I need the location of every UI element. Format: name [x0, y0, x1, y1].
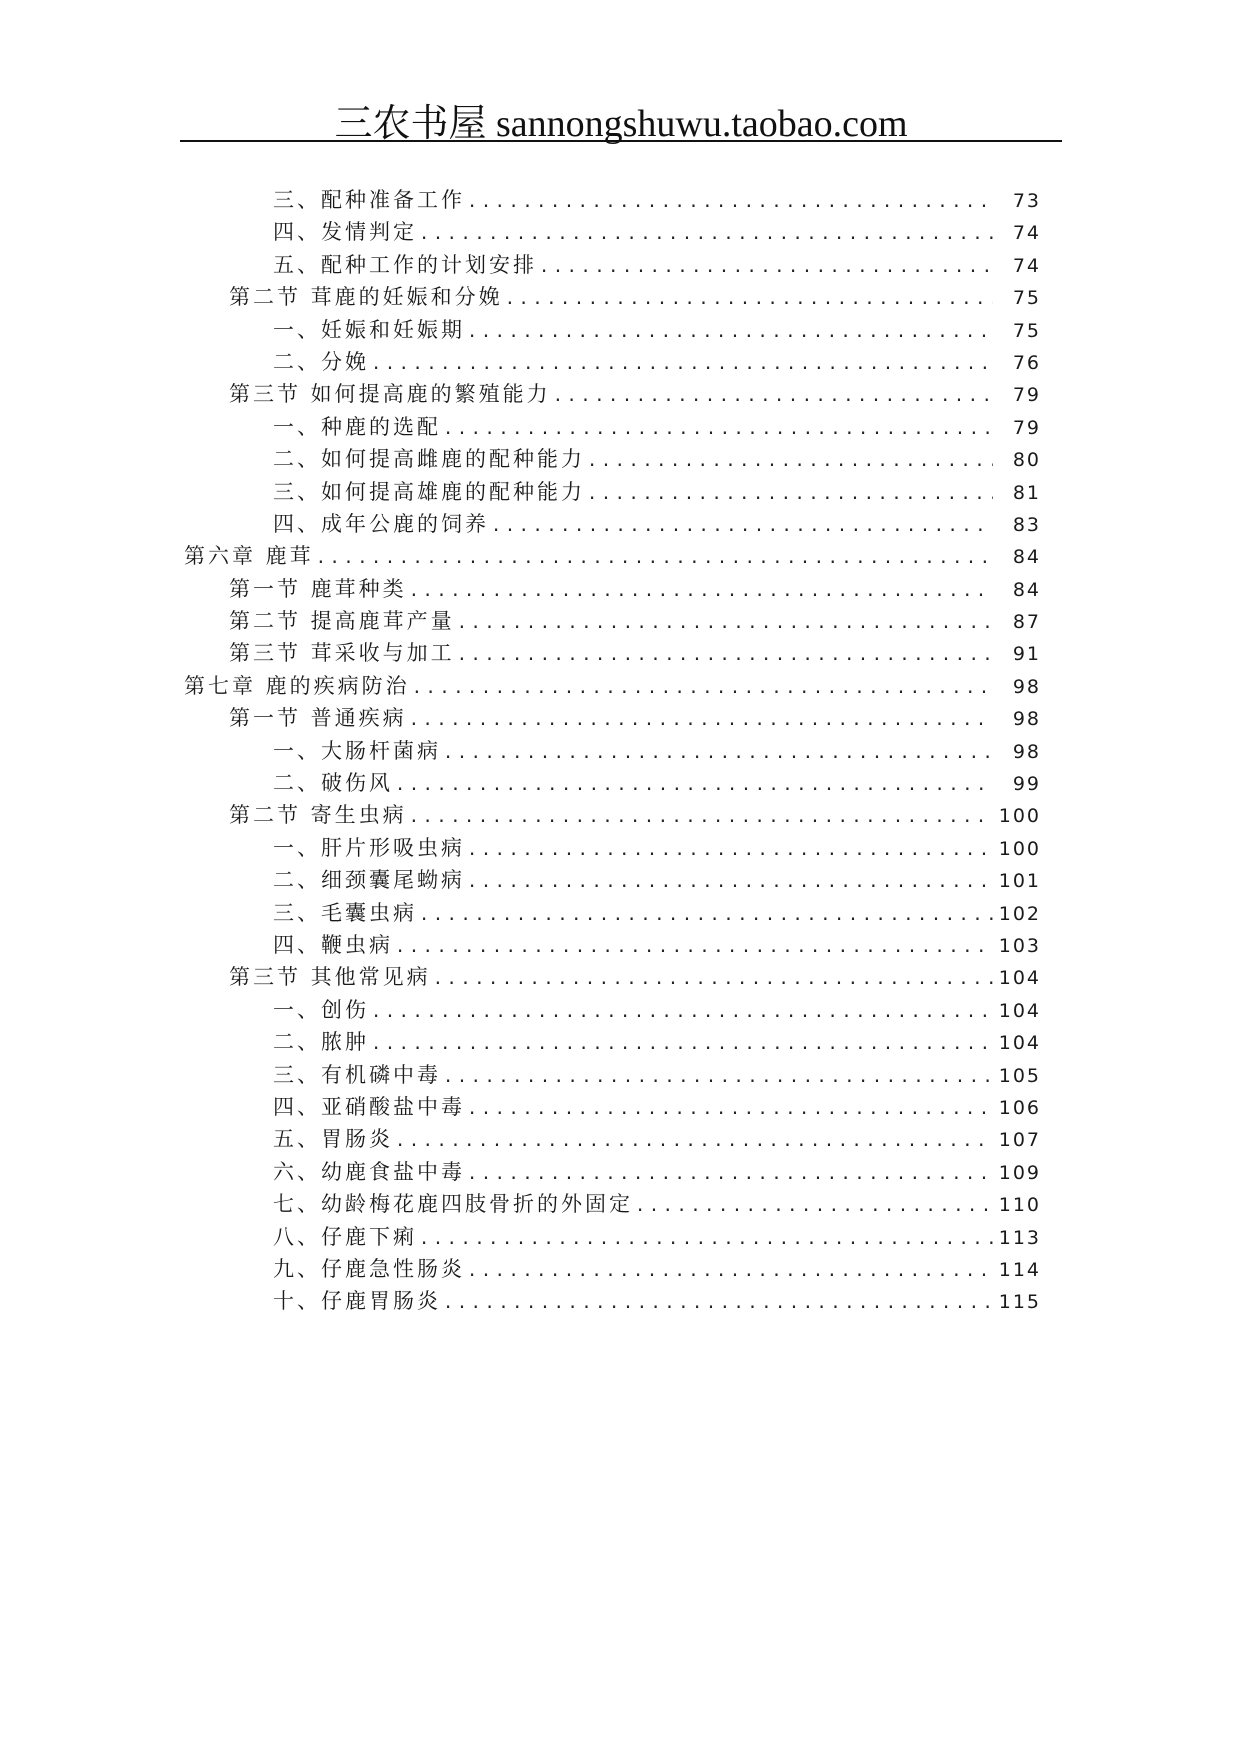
toc-section-entry — [229, 702, 1241, 734]
toc-entry-page-number: 76 — [1012, 351, 1041, 374]
toc-entry-label: 第三节 茸采收与加工 — [229, 641, 455, 666]
toc-entry-label: 一、创伤 — [273, 997, 369, 1022]
toc-entry-label: 一、大肠杆菌病 — [273, 738, 441, 763]
toc-subsection-entry — [273, 1188, 1241, 1220]
toc-entry-label: 二、如何提高雌鹿的配种能力 — [273, 447, 585, 472]
toc-subsection-entry — [273, 1156, 1241, 1188]
dot-leader — [443, 1293, 993, 1313]
toc-entry-page-number: 105 — [998, 1064, 1041, 1087]
toc-subsection-entry — [273, 994, 1241, 1026]
toc-subsection-entry — [273, 346, 1241, 378]
dot-leader — [539, 257, 993, 277]
toc-entry-label: 一、肝片形吸虫病 — [273, 835, 465, 860]
toc-entry-label: 第一节 鹿茸种类 — [229, 576, 407, 601]
toc-entry-page-number: 98 — [1012, 675, 1041, 698]
toc-entry-page-number: 91 — [1012, 643, 1041, 666]
toc-entry-page-number: 75 — [1012, 287, 1041, 310]
toc-entry-label: 五、配种工作的计划安排 — [273, 252, 537, 277]
toc-entry-label: 五、胃肠炎 — [273, 1127, 393, 1152]
toc-subsection-entry — [273, 735, 1241, 767]
toc-subsection-entry — [273, 314, 1241, 346]
toc-subsection-entry — [273, 249, 1241, 281]
toc-entry-page-number: 75 — [1012, 319, 1041, 342]
toc-subsection-entry — [273, 832, 1241, 864]
dot-leader — [467, 322, 993, 342]
toc-section-entry — [229, 605, 1241, 637]
toc-subsection-entry — [273, 897, 1241, 929]
dot-leader — [467, 192, 993, 212]
toc-section-entry — [229, 281, 1241, 313]
toc-chapter-entry — [184, 670, 1241, 702]
dot-leader — [467, 1099, 993, 1119]
toc-subsection-entry — [273, 508, 1241, 540]
toc-entry-label: 三、配种准备工作 — [273, 188, 465, 212]
toc-entry-page-number: 114 — [998, 1258, 1041, 1281]
toc-entry-page-number: 104 — [998, 967, 1041, 990]
toc-entry-page-number: 115 — [998, 1291, 1041, 1314]
toc-entry-label: 第三节 其他常见病 — [229, 965, 431, 990]
dot-leader — [553, 386, 993, 406]
toc-section-entry — [229, 637, 1241, 669]
toc-entry-label: 三、如何提高雄鹿的配种能力 — [273, 479, 585, 504]
dot-leader — [419, 1229, 993, 1249]
toc-entry-label: 第一节 普通疾病 — [229, 706, 407, 731]
dot-leader — [587, 484, 993, 504]
toc-subsection-entry — [273, 1285, 1241, 1317]
toc-chapter-entry — [184, 540, 1241, 572]
toc-entry-page-number: 104 — [998, 1032, 1041, 1055]
dot-leader — [443, 1067, 993, 1087]
toc-entry-page-number: 79 — [1012, 416, 1041, 439]
toc-entry-label: 一、种鹿的选配 — [273, 414, 441, 439]
toc-subsection-entry — [273, 864, 1241, 896]
toc-entry-label: 第六章 鹿茸 — [184, 544, 314, 569]
toc-entry-page-number: 106 — [998, 1096, 1041, 1119]
toc-entry-page-number: 109 — [998, 1161, 1041, 1184]
dot-leader — [409, 581, 993, 601]
dot-leader — [371, 354, 993, 374]
toc-entry-page-number: 83 — [1012, 513, 1041, 536]
toc-entry-label: 十、仔鹿胃肠炎 — [273, 1289, 441, 1314]
toc-entry-label: 六、幼鹿食盐中毒 — [273, 1159, 465, 1184]
dot-leader — [443, 419, 993, 439]
toc-entry-page-number: 73 — [1012, 190, 1041, 212]
toc-subsection-entry — [273, 1253, 1241, 1285]
toc-entry-label: 二、细颈囊尾蚴病 — [273, 868, 465, 893]
dot-leader — [635, 1196, 993, 1216]
toc-subsection-entry — [273, 411, 1241, 443]
toc-entry-page-number: 104 — [998, 999, 1041, 1022]
toc-entry-page-number: 98 — [1012, 708, 1041, 731]
toc-entry-label: 四、鞭虫病 — [273, 932, 393, 957]
toc-entry-page-number: 80 — [1012, 449, 1041, 472]
dot-leader — [371, 1002, 993, 1022]
dot-leader — [467, 840, 993, 860]
toc-entry-label: 二、破伤风 — [273, 771, 393, 796]
toc-entry-page-number: 79 — [1012, 384, 1041, 407]
dot-leader — [457, 645, 993, 665]
toc-entry-label: 二、脓肿 — [273, 1030, 369, 1055]
toc-entry-page-number: 110 — [998, 1194, 1041, 1217]
header-rule — [180, 140, 1062, 142]
toc-entry-label: 七、幼龄梅花鹿四肢骨折的外固定 — [273, 1192, 633, 1217]
dot-leader — [395, 775, 993, 795]
toc-entry-page-number: 84 — [1012, 578, 1041, 601]
toc-entry-page-number: 107 — [998, 1129, 1041, 1152]
toc-entry-label: 第二节 提高鹿茸产量 — [229, 609, 455, 634]
dot-leader — [412, 678, 993, 698]
toc-entry-page-number: 74 — [1012, 222, 1041, 245]
toc-entry-page-number: 81 — [1012, 481, 1041, 504]
dot-leader — [505, 289, 993, 309]
toc-entry-page-number: 84 — [1012, 546, 1041, 569]
toc-entry-page-number: 113 — [998, 1226, 1041, 1249]
dot-leader — [467, 872, 993, 892]
dot-leader — [409, 710, 993, 730]
toc-subsection-entry — [273, 1059, 1241, 1091]
toc-subsection-entry — [273, 476, 1241, 508]
toc-entry-label: 八、仔鹿下痢 — [273, 1224, 417, 1249]
toc-subsection-entry — [273, 1221, 1241, 1253]
dot-leader — [587, 451, 993, 471]
toc-entry-page-number: 99 — [1012, 773, 1041, 796]
toc-entry-label: 四、发情判定 — [273, 220, 417, 245]
toc-section-entry — [229, 573, 1241, 605]
dot-leader — [371, 1034, 993, 1054]
toc-subsection-entry — [273, 1091, 1241, 1123]
toc-subsection-entry — [273, 443, 1241, 475]
toc-entry-label: 九、仔鹿急性肠炎 — [273, 1256, 465, 1281]
toc-subsection-entry — [273, 184, 1241, 216]
toc-subsection-entry — [273, 767, 1241, 799]
toc-subsection-entry — [273, 929, 1241, 961]
toc-entry-label: 第七章 鹿的疾病防治 — [184, 673, 410, 698]
toc-entry-page-number: 101 — [998, 870, 1041, 893]
dot-leader — [443, 743, 993, 763]
toc-entry-label: 三、毛囊虫病 — [273, 900, 417, 925]
dot-leader — [433, 969, 993, 989]
dot-leader — [467, 1261, 993, 1281]
dot-leader — [457, 613, 993, 633]
toc-entry-page-number: 100 — [998, 805, 1041, 828]
toc-entry-page-number: 102 — [998, 902, 1041, 925]
toc-entry-label: 三、有机磷中毒 — [273, 1062, 441, 1087]
dot-leader — [467, 1164, 993, 1184]
toc-entry-label: 第二节 寄生虫病 — [229, 803, 407, 828]
toc-subsection-entry — [273, 216, 1241, 248]
dot-leader — [395, 937, 993, 957]
toc-entry-label: 第三节 如何提高鹿的繁殖能力 — [229, 382, 551, 407]
dot-leader — [419, 905, 993, 925]
dot-leader — [409, 807, 993, 827]
dot-leader — [316, 548, 993, 568]
toc-subsection-entry — [273, 1123, 1241, 1155]
dot-leader — [491, 516, 993, 536]
toc-entry-page-number: 87 — [1012, 611, 1041, 634]
toc-section-entry — [229, 799, 1241, 831]
dot-leader — [395, 1131, 993, 1151]
page-header-title: 三农书屋 sannongshuwu.taobao.com — [334, 103, 908, 145]
dot-leader — [419, 224, 993, 244]
toc-entry-page-number: 98 — [1012, 740, 1041, 763]
toc-subsection-entry — [273, 1026, 1241, 1058]
toc-entry-label: 四、亚硝酸盐中毒 — [273, 1094, 465, 1119]
toc-entry-page-number: 74 — [1012, 254, 1041, 277]
toc-entry-page-number: 103 — [998, 934, 1041, 957]
toc-entry-label: 第二节 茸鹿的妊娠和分娩 — [229, 285, 503, 310]
toc-entry-label: 二、分娩 — [273, 349, 369, 374]
table-of-contents — [0, 184, 1241, 1318]
toc-section-entry — [229, 378, 1241, 410]
toc-entry-page-number: 100 — [998, 837, 1041, 860]
toc-section-entry — [229, 961, 1241, 993]
toc-entry-label: 一、妊娠和妊娠期 — [273, 317, 465, 342]
toc-entry-label: 四、成年公鹿的饲养 — [273, 511, 489, 536]
